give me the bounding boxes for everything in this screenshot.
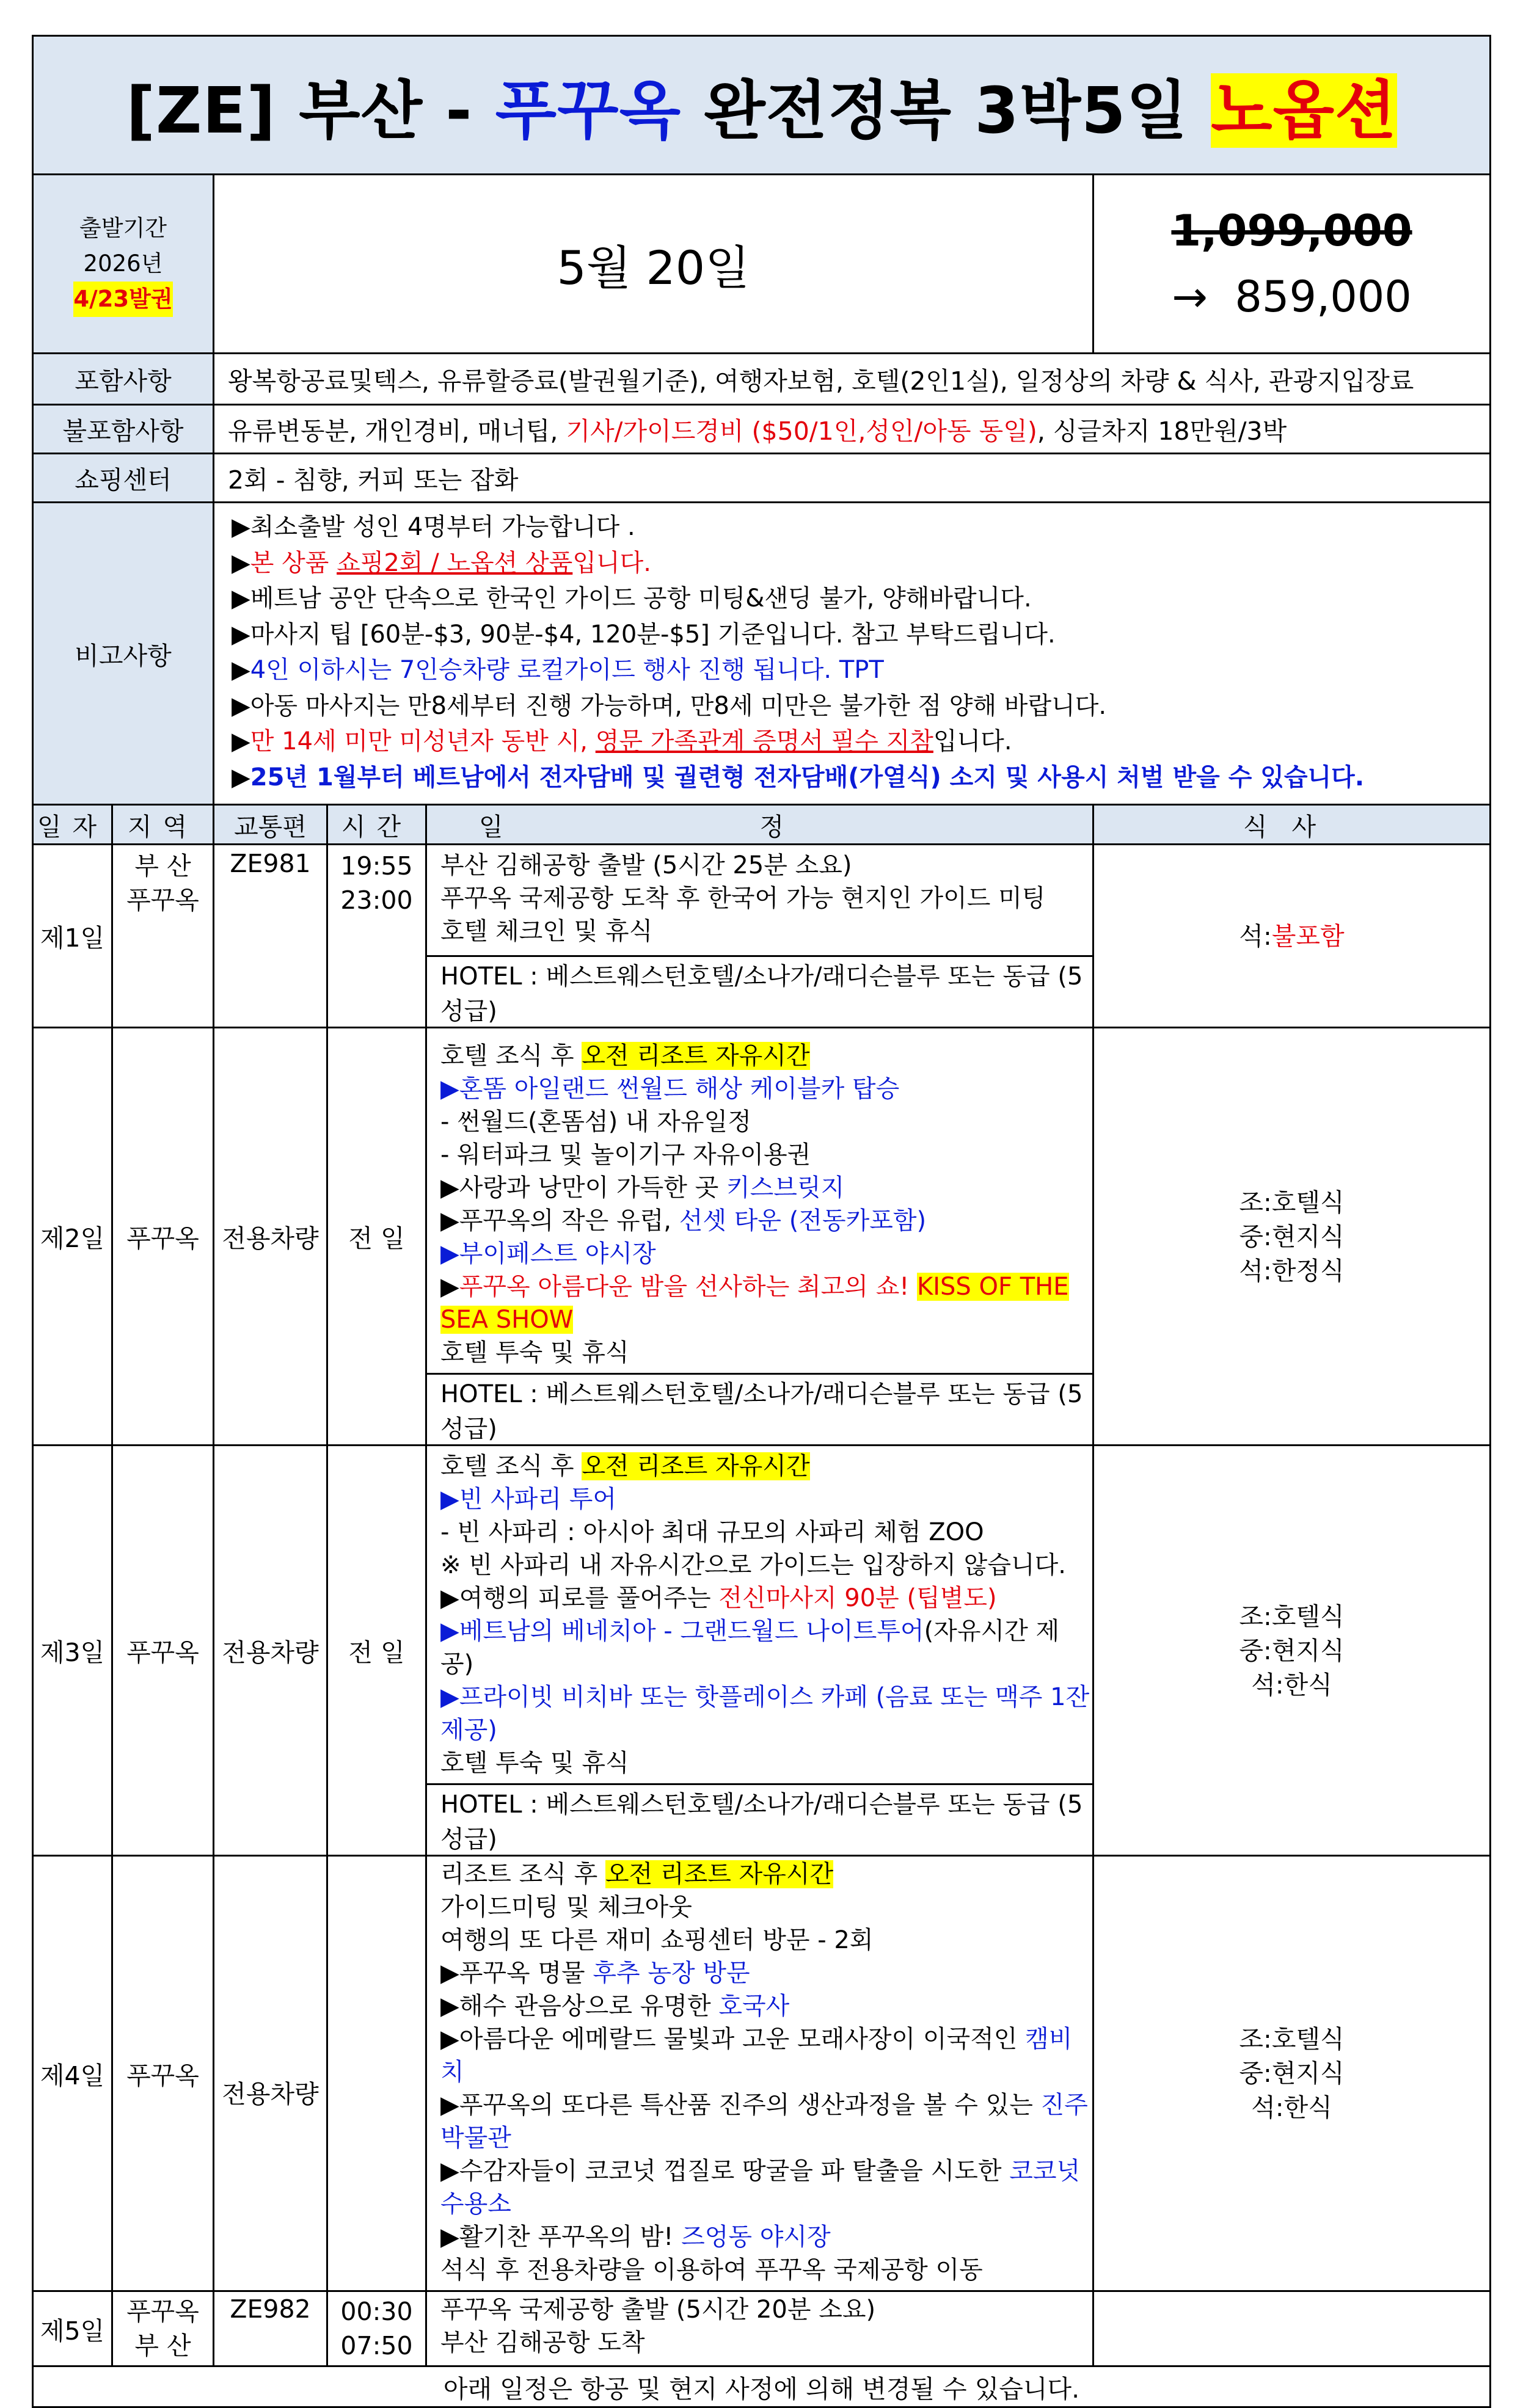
remark-item: ▶25년 1월부터 베트남에서 전자담배 및 궐련형 전자담배(가열식) 소지 및 사용시 처벌 받을 수 있습니다. — [232, 763, 1365, 791]
col-region: 지역 — [112, 805, 214, 845]
day-time — [327, 1856, 426, 2291]
excluded-text — [214, 405, 1491, 454]
day-transport: 전용차량 — [214, 1028, 327, 1446]
day-itinerary: 부산 김해공항 출발 (5시간 25분 소요) 푸꾸옥 국제공항 도착 후 한국어 가능 현지인 가이드 미팅 호텔 체크인 및 휴식 — [426, 845, 1093, 956]
day-itinerary: 푸꾸옥 국제공항 출발 (5시간 20분 소요) 부산 김해공항 도착 — [426, 2291, 1093, 2366]
day-itinerary: 호텔 조식 후 오전 리조트 자유시간 ▶빈 사파리 투어 - 빈 사파리 : 아시아 최대 규모의 사파리 체험 ZOO ※ 빈 사파리 내 자유시간으로 가이드는 입장하지 않습니다. ▶여행의 피로를 풀어주는 전신마사지 90분 (팁별도) ▶베트남의 베네치아 - 그랜드월드 나이트투어(자유시간 제공) ▶프라이빗 비치바 또는 핫플레이스 카페 (음료 또는 맥주 1잔 제공) 호텔 투숙 및 휴식 — [426, 1446, 1093, 1784]
day-itinerary: 호텔 조식 후 오전 리조트 자유시간 ▶혼똠 아일랜드 썬월드 해상 케이블카 탑승 - 썬월드(혼똠섬) 내 자유일정 - 워터파크 및 놀이기구 자유이용권 ▶사랑과 낭만이 가득한 곳 키스브릿지 ▶푸꾸옥의 작은 유럽, 선셋 타운 (전동카포함) ▶부이페스트 야시장 ▶푸꾸옥 아름다운 밤을 선사하는 최고의 쇼! KISS OF THE SEA SHOW 호텔 투숙 및 휴식 — [426, 1028, 1093, 1374]
day-hotel: HOTEL : 베스트웨스턴호텔/소나가/래디슨블루 또는 동급 (5성급) — [426, 1784, 1093, 1856]
guide-fee: 기사/가이드경비 ($50/1인,성인/아동 동일) — [566, 416, 1037, 446]
day-time: 19:55 23:00 — [327, 845, 426, 1028]
day-meals: 조:호텔식 중:현지식 석:한식 — [1093, 1446, 1491, 1856]
col-day: 일자 — [33, 805, 112, 845]
day-region: 푸꾸옥 — [112, 1856, 214, 2291]
day-transport: ZE982 — [214, 2291, 327, 2366]
day-meals: 조:호텔식 중:현지식 석:한정식 — [1093, 1028, 1491, 1446]
day-hotel: HOTEL : 베스트웨스턴호텔/소나가/래디슨블루 또는 동급 (5성급) — [426, 956, 1093, 1028]
day-transport: 전용차량 — [214, 1856, 327, 2291]
day-region: 부 산 푸꾸옥 — [112, 845, 214, 1028]
original-price: 1,099,000 — [1171, 206, 1412, 256]
remark-item: ▶아동 마사지는 만8세부터 진행 가능하며, 만8세 미만은 불가한 점 양해 바랍니다. — [232, 691, 1107, 720]
title-prefix: [ZE] 부산 - — [126, 73, 495, 148]
day-label: 제1일 — [33, 845, 112, 1028]
schedule-header — [33, 805, 1491, 845]
day-meals: 석:불포함 — [1093, 845, 1491, 1028]
sale-price-line — [1094, 264, 1489, 330]
col-time: 시간 — [327, 805, 426, 845]
col-transport: 교통편 — [214, 805, 327, 845]
day-time: 00:30 07:50 — [327, 2291, 426, 2366]
day-meals — [1093, 2291, 1491, 2366]
departure-label: 출발기간 — [79, 215, 167, 241]
arrow-icon: → — [1172, 272, 1208, 322]
day-row — [33, 1028, 1491, 1374]
col-itinerary: 일정 — [426, 805, 1093, 845]
excluded-text-a: 유류변동분, 개인경비, 매너팁, — [228, 416, 566, 446]
shopping-label: 쇼핑센터 — [33, 454, 214, 503]
day-transport: 전용차량 — [214, 1446, 327, 1856]
remark-item: ▶4인 이하시는 7인승차량 로컬가이드 행사 진행 됩니다. TPT — [232, 656, 884, 684]
col-meal: 식사 — [1093, 805, 1491, 845]
day-row — [33, 2291, 1491, 2366]
departure-period-cell — [33, 175, 214, 354]
remarks-list — [214, 503, 1491, 805]
departure-year: 2026년 — [83, 250, 163, 277]
title-middle: 완전정복 3박5일 — [681, 73, 1211, 148]
day-region: 푸꾸옥 부 산 — [112, 2291, 214, 2366]
day-itinerary: 리조트 조식 후 오전 리조트 자유시간 가이드미팅 및 체크아웃 여행의 또 다른 재미 쇼핑센터 방문 - 2회 ▶푸꾸옥 명물 후추 농장 방문 ▶해수 관음상으로 유명한 호국사 ▶아름다운 에메랄드 물빛과 고운 모래사장이 이국적인 캠비치 ▶푸꾸옥의 또다른 특산품 진주의 생산과정을 볼 수 있는 진주박물관 ▶수감자들이 코코넛 껍질로 땅굴을 파 탈출을 시도한 코코넛수용소 ▶활기찬 푸꾸옥의 밤! 즈엉동 야시장 석식 후 전용차량을 이용하여 푸꾸옥 국제공항 이동 — [426, 1856, 1093, 2291]
shopping-text: 2회 - 침향, 커피 또는 잡화 — [214, 454, 1491, 503]
footer-note: 아래 일정은 항공 및 현지 사정에 의해 변경될 수 있습니다. — [33, 2366, 1491, 2407]
day-label: 제2일 — [33, 1028, 112, 1446]
remark-item: ▶최소출발 성인 4명부터 가능합니다 . — [232, 513, 635, 541]
day-meals: 조:호텔식 중:현지식 석:한식 — [1093, 1856, 1491, 2291]
itinerary-document — [32, 35, 1489, 2408]
day-row — [33, 1446, 1491, 1784]
included-label: 포함사항 — [33, 354, 214, 405]
ticketing-date: 4/23발권 — [73, 282, 172, 317]
remark-item: ▶만 14세 미만 미성년자 동반 시, 영문 가족관계 증명서 필수 지참입니다. — [232, 727, 1012, 755]
sale-price: 859,000 — [1235, 272, 1412, 322]
day-label: 제4일 — [33, 1856, 112, 2291]
day-label: 제3일 — [33, 1446, 112, 1856]
remark-item: ▶마사지 팁 [60분-$3, 90분-$4, 120분-$5] 기준입니다. 참고 부탁드립니다. — [232, 620, 1056, 649]
included-text: 왕복항공료및텍스, 유류할증료(발권월기준), 여행자보험, 호텔(2인1실), 일정상의 차량 & 식사, 관광지입장료 — [214, 354, 1491, 405]
remark-item: ▶본 상품 쇼핑2회 / 노옵션 상품입니다. — [232, 548, 651, 577]
day-row — [33, 845, 1491, 956]
day-time: 전 일 — [327, 1446, 426, 1856]
remark-item: ▶베트남 공안 단속으로 한국인 가이드 공항 미팅&샌딩 불가, 양해바랍니다. — [232, 584, 1032, 613]
title-destination: 푸꾸옥 — [495, 73, 682, 148]
excluded-label: 불포함사항 — [33, 405, 214, 454]
day-label: 제5일 — [33, 2291, 112, 2366]
day-transport: ZE981 — [214, 845, 327, 1028]
itinerary-table — [32, 35, 1491, 2408]
departure-date: 5월 20일 — [214, 175, 1093, 354]
remarks-label: 비고사항 — [33, 503, 214, 805]
day-region: 푸꾸옥 — [112, 1446, 214, 1856]
day-row — [33, 1856, 1491, 2291]
page-title — [33, 36, 1491, 175]
day-region: 푸꾸옥 — [112, 1028, 214, 1446]
day-hotel: HOTEL : 베스트웨스턴호텔/소나가/래디슨블루 또는 동급 (5성급) — [426, 1374, 1093, 1446]
no-option-badge: 노옵션 — [1211, 73, 1397, 148]
day-time: 전 일 — [327, 1028, 426, 1446]
excluded-text-b: , 싱글차지 18만원/3박 — [1037, 416, 1287, 446]
price-cell — [1093, 175, 1491, 354]
